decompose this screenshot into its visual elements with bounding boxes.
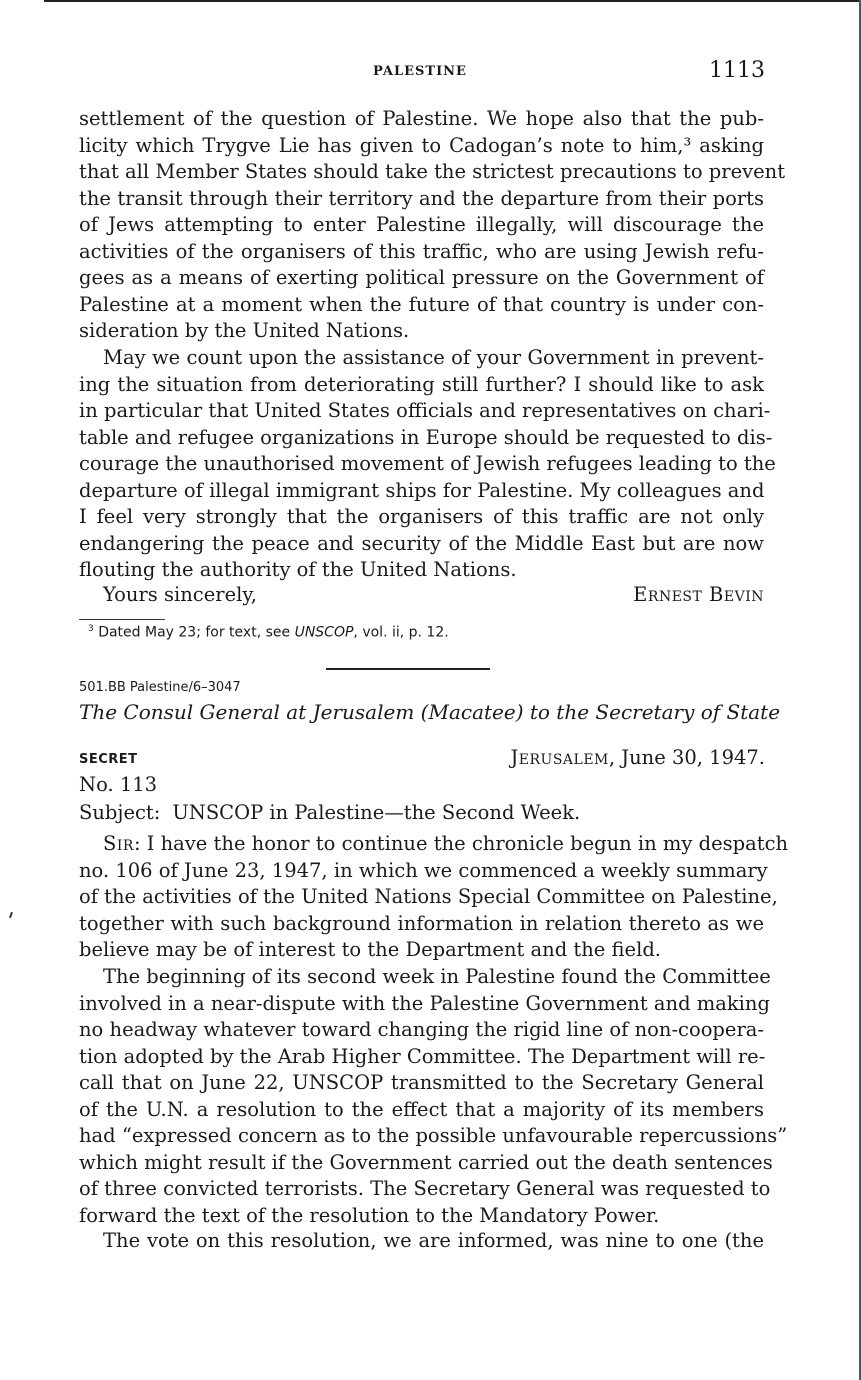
signature: Ernest Bevin xyxy=(633,583,764,606)
dateline-place: Jerusalem xyxy=(510,746,609,769)
text-line: of Jews attempting to enter Palestine illegally, will discourage the xyxy=(79,213,764,236)
text-line: settlement of the question of Palestine. We hope also that the pub- xyxy=(79,107,764,130)
subject-text: UNSCOP in Palestine—the Second Week. xyxy=(172,801,581,824)
document-heading: The Consul General at Jerusalem (Macatee) to the Secretary of State xyxy=(79,700,781,724)
text-line: endangering the peace and security of the Middle East but are now xyxy=(79,531,764,555)
text-line: departure of illegal immigrant ships for Palestine. My colleagues and xyxy=(79,478,765,502)
closing: Yours sincerely, xyxy=(103,583,257,606)
text-line: involved in a near-dispute with the Palestine Government and making xyxy=(79,991,770,1015)
letter-closing-row xyxy=(103,583,764,606)
text-line: table and refugee organizations in Europe should be requested to dis- xyxy=(79,425,773,449)
text-line: tion adopted by the Arab Higher Committee. The Department will re- xyxy=(79,1044,766,1068)
stray-mark xyxy=(9,912,13,918)
despatch-paragraph-1 xyxy=(79,831,789,964)
text-line: I feel very strongly that the organisers of this traffic are not only xyxy=(79,505,764,528)
text-line xyxy=(79,831,789,858)
text-line: no headway whatever toward changing the rigid line of non-coopera- xyxy=(79,1018,764,1041)
dateline-date: , June 30, 1947. xyxy=(608,746,765,769)
page-number: 1113 xyxy=(709,58,765,83)
text-line: licity which Trygve Lie has given to Cadogan’s note to him,³ asking xyxy=(79,133,764,157)
file-reference: 501.BB Palestine/6–3047 xyxy=(79,680,241,695)
classification-label: SECRET xyxy=(79,752,138,767)
footnote-text-end: , vol. ii, p. 12. xyxy=(353,624,449,641)
text-line: The vote on this resolution, we are informed, was nine to one (the xyxy=(103,1229,764,1252)
text-line: believe may be of interest to the Department and the field. xyxy=(79,938,662,961)
subject-label: Subject: xyxy=(79,801,161,824)
page-top-edge xyxy=(44,0,861,2)
text-line: no. 106 of June 23, 1947, in which we commenced a weekly summary xyxy=(79,858,768,882)
text-line-rest: : I have the honor to continue the chronicle begun in my despatch xyxy=(133,832,789,855)
text-line: courage the unauthorised movement of Jewish refugees leading to the xyxy=(79,452,776,475)
footnote-marker: 3 xyxy=(88,624,94,634)
text-line: The beginning of its second week in Palestine found the Committee xyxy=(103,965,771,988)
text-line: of the U.N. a resolution to the effect that a majority of its members xyxy=(79,1097,764,1121)
salutation: Sir xyxy=(103,832,134,855)
text-line: the transit through their territory and the departure from their ports xyxy=(79,186,764,210)
section-separator xyxy=(326,668,490,670)
footnote-text: Dated May 23; for text, see xyxy=(98,624,295,641)
footnote-source: UNSCOP xyxy=(294,624,354,641)
letter-paragraph-1 xyxy=(79,106,786,345)
text-line: had “expressed concern as to the possible unfavourable repercussions” xyxy=(79,1124,788,1147)
text-line: of three convicted terrorists. The Secretary General was requested to xyxy=(79,1177,771,1200)
text-line: together with such background information in relation thereto as we xyxy=(79,911,764,935)
text-line: gees as a means of exerting political pressure on the Government of xyxy=(79,266,764,289)
text-line: sideration by the United Nations. xyxy=(79,319,410,342)
text-line: forward the text of the resolution to the Mandatory Power. xyxy=(79,1203,660,1227)
text-line: flouting the authority of the United Nations. xyxy=(79,558,517,581)
text-line: that all Member States should take the strictest precautions to prevent xyxy=(79,160,786,183)
footnote-rule xyxy=(79,619,165,620)
text-line: May we count upon the assistance of your Government in prevent- xyxy=(103,346,764,369)
text-line: Palestine at a moment when the future of that country is under con- xyxy=(79,292,764,316)
text-line: in particular that United States officials and representatives on chari- xyxy=(79,399,771,422)
despatch-paragraph-2 xyxy=(79,964,788,1229)
running-title: PALESTINE xyxy=(373,64,467,79)
text-line: ing the situation from deteriorating still further? I should like to ask xyxy=(79,372,764,396)
text-line: call that on June 22, UNSCOP transmitted to the Secretary General xyxy=(79,1071,764,1094)
despatch-paragraph-3 xyxy=(79,1228,764,1255)
dateline xyxy=(510,746,765,769)
letter-paragraph-2 xyxy=(79,345,776,584)
text-line: which might result if the Government carried out the death sentences xyxy=(79,1150,773,1174)
subject-line xyxy=(79,801,580,824)
text-line: activities of the organisers of this traffic, who are using Jewish refu- xyxy=(79,239,764,263)
document-number: No. 113 xyxy=(79,773,158,796)
text-line: of the activities of the United Nations Special Committee on Palestine, xyxy=(79,885,778,908)
footnote xyxy=(88,624,449,641)
